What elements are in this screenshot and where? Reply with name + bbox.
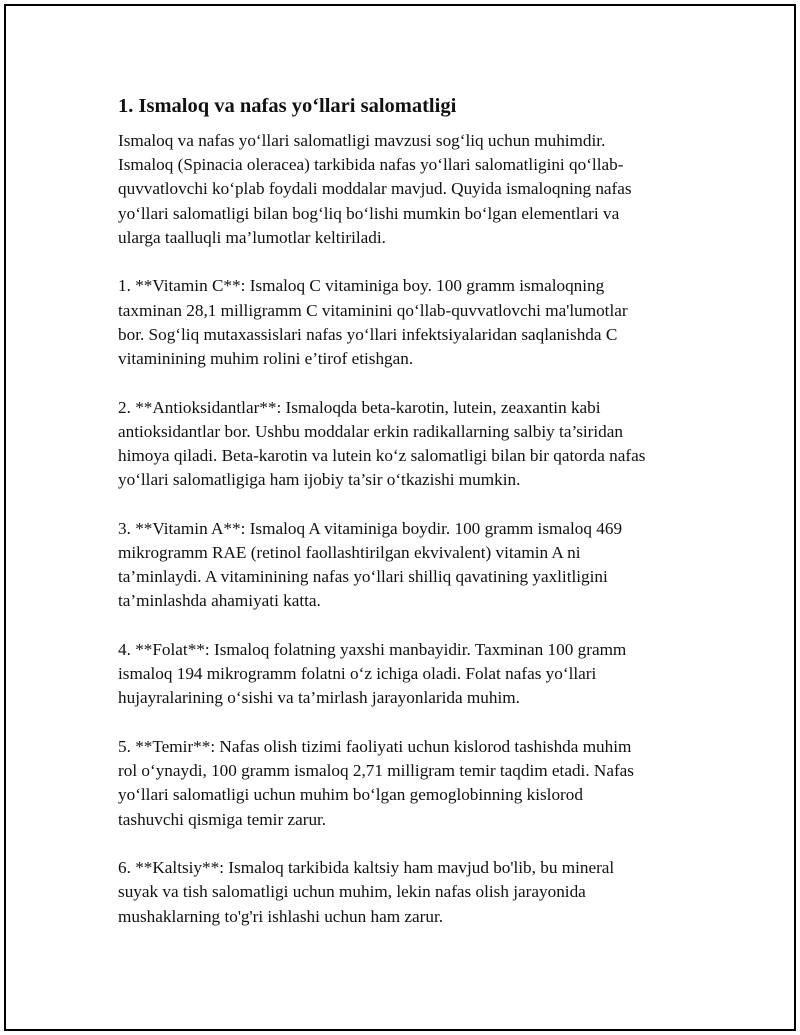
text-line: 1. **Vitamin C**: Ismaloq C vitaminiga boy. 100 gramm ismaloqning — [118, 276, 605, 296]
text-line: Ismaloq (Spinacia oleracea) tarkibida nafas yo‘llari salomatligini qo‘llab- — [118, 155, 624, 175]
text-line: taxminan 28,1 milligramm C vitaminini qo‘llab-quvvatlovchi ma'lumotlar — [118, 300, 628, 320]
text-line: antioksidantlar bor. Ushbu moddalar erkin radikallarning salbiy ta’siridan — [118, 421, 623, 441]
paragraph-vitamin-a — [118, 517, 688, 614]
text-line: vitaminining muhim rolini e’tirof etishgan. — [118, 349, 414, 369]
text-line: ta’minlaydi. A vitaminining nafas yo‘llari shilliq qavatining yaxlitligini — [118, 567, 608, 587]
text-line: yo‘llari salomatligi bilan bog‘liq bo‘lishi mumkin bo‘lgan elementlari va — [118, 203, 620, 223]
text-line: tashuvchi qismiga temir zarur. — [118, 809, 327, 829]
text-line: ta’minlashda ahamiyati katta. — [118, 591, 321, 611]
text-line: 3. **Vitamin A**: Ismaloq A vitaminiga boydir. 100 gramm ismaloq 469 — [118, 518, 623, 538]
text-line: himoya qiladi. Beta-karotin va lutein ko‘z salomatligi bilan bir qatorda nafas — [118, 446, 646, 466]
text-line: mikrogramm RAE (retinol faollashtirilgan ekvivalent) vitamin A ni — [118, 543, 581, 563]
text-line: 4. **Folat**: Ismaloq folatning yaxshi manbayidir. Taxminan 100 gramm — [118, 640, 627, 660]
text-line: ismaloq 194 mikrogramm folatni o‘z ichiga oladi. Folat nafas yo‘llari — [118, 664, 597, 684]
text-line: Ismaloq va nafas yo‘llari salomatligi mavzusi sog‘liq uchun muhimdir. — [118, 131, 606, 150]
document-body — [118, 93, 688, 953]
text-line: 5. **Temir**: Nafas olish tizimi faoliyati uchun kislorod tashishda muhim — [118, 737, 632, 757]
paragraph-folat — [118, 638, 688, 711]
text-line: hujayralarining o‘sishi va ta’mirlash jarayonlarida muhim. — [118, 688, 520, 708]
document-title: 1. Ismaloq va nafas yo‘llari salomatligi — [118, 95, 457, 117]
paragraph-antioksidantlar — [118, 396, 688, 493]
text-line: yo‘llari salomatligiga ham ijobiy ta’sir o‘tkazishi mumkin. — [118, 470, 521, 490]
text-line: 2. **Antioksidantlar**: Ismaloqda beta-karotin, lutein, zeaxantin kabi — [118, 397, 601, 417]
text-line: ularga taalluqli ma’lumotlar keltiriladi. — [118, 227, 386, 247]
text-line: yo‘llari salomatligi uchun muhim bo‘lgan gemoglobinning kislorod — [118, 785, 583, 805]
text-line: bor. Sog‘liq mutaxassislari nafas yo‘llari infektsiyalaridan saqlanishda C — [118, 324, 618, 344]
text-line: rol o‘ynaydi, 100 gramm ismaloq 2,71 milligram temir taqdim etadi. Nafas — [118, 761, 634, 781]
text-line: 6. **Kaltsiy**: Ismaloq tarkibida kaltsiy ham mavjud bo'lib, bu mineral — [118, 858, 615, 878]
paragraph-temir — [118, 735, 688, 832]
paragraph-kaltsiy — [118, 856, 688, 929]
text-line: quvvatlovchi ko‘plab foydali moddalar mavjud. Quyida ismaloqning nafas — [118, 179, 632, 199]
paragraph-vitamin-c — [118, 274, 688, 371]
paragraph-intro — [118, 129, 688, 250]
text-line: mushaklarning to'g'ri ishlashi uchun ham zarur. — [118, 906, 444, 926]
text-line: suyak va tish salomatligi uchun muhim, lekin nafas olish jarayonida — [118, 882, 586, 902]
